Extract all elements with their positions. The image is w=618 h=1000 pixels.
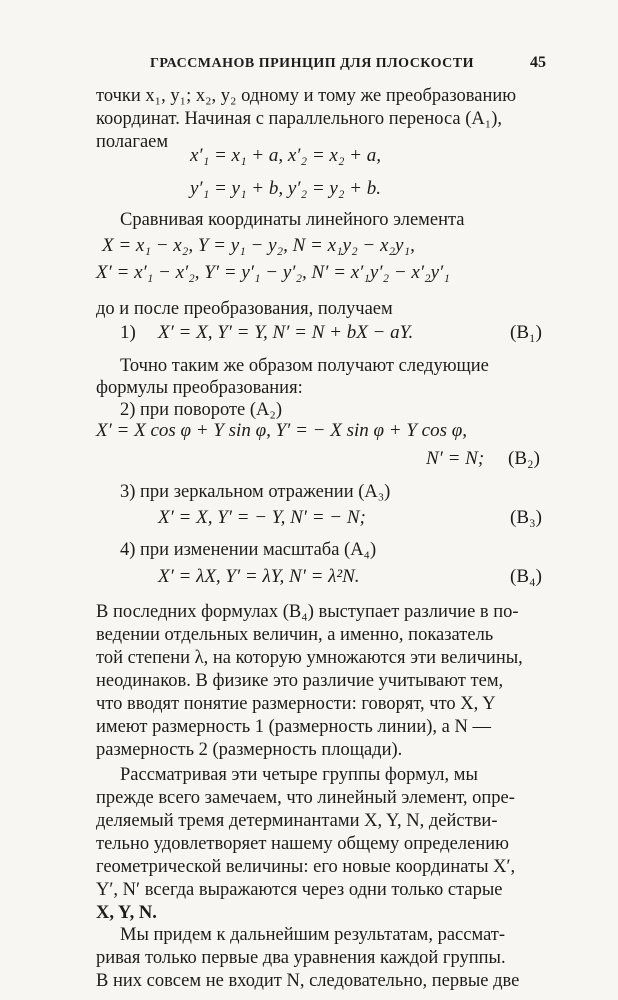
equation-tag: (B₂) xyxy=(508,448,540,469)
text-line: полагаем xyxy=(96,132,169,152)
text-line: Мы придем к дальнейшим результатам, рассмат- xyxy=(120,925,506,945)
text-line: размерность 2 (размерность площади). xyxy=(96,740,403,760)
text-line: прежде всего замечаем, что линейный элемент, опре- xyxy=(96,788,515,808)
text-line: ведении отдельных величин, а именно, показатель xyxy=(96,625,494,645)
text-line: В них совсем не входит N, следовательно, первые две xyxy=(96,971,520,991)
equation: X′ = x′₁ − x′₂, Y′ = y′₁ − y′₂, N′ = x′₁y′₂ − x′₂y′₁ xyxy=(96,262,450,283)
text-line: Y′, N′ всегда выражаются через одни только старые xyxy=(96,880,503,900)
text-line: 3) при зеркальном отражении (A₃) xyxy=(120,482,391,502)
text-line: Точно таким же образом получают следующие xyxy=(120,356,489,376)
text-line: 4) при изменении масштаба (A₄) xyxy=(120,540,377,560)
equation: y′₁ = y₁ + b, y′₂ = y₂ + b. xyxy=(190,178,382,199)
page-number: 45 xyxy=(530,54,546,71)
text-line: имеют размерность 1 (размерность линии), а N — xyxy=(96,717,491,737)
text-line: X, Y, N. xyxy=(96,903,157,923)
equation-tag: (B₁) xyxy=(510,322,542,343)
equation: X′ = X, Y′ = − Y, N′ = − N; xyxy=(158,507,366,528)
text-line: В последних формулах (B₄) выступает различие в по- xyxy=(96,602,519,622)
text-line: точки x₁, y₁; x₂, y₂ одному и тому же преобразованию xyxy=(96,86,517,106)
text-line: до и после преобразования, получаем xyxy=(96,299,393,319)
equation-tag: (B₄) xyxy=(510,566,542,587)
text-line: формулы преобразования: xyxy=(96,378,303,398)
running-header: ГРАССМАНОВ ПРИНЦИП ДЛЯ ПЛОСКОСТИ xyxy=(150,56,474,71)
text-line: той степени λ, на которую умножаются эти величины, xyxy=(96,648,523,668)
text-line: геометрической величины: его новые координаты X′, xyxy=(96,857,516,877)
equation: X′ = λX, Y′ = λY, N′ = λ²N. xyxy=(158,566,360,587)
text-line: тельно удовлетворяет нашему общему определению xyxy=(96,834,509,854)
equation-tag: (B₃) xyxy=(510,507,542,528)
equation-number: 1) xyxy=(120,322,136,343)
text-line: Рассматривая эти четыре группы формул, мы xyxy=(120,765,478,785)
equation: X = x₁ − x₂, Y = y₁ − y₂, N = x₁y₂ − x₂y₁, xyxy=(102,235,415,256)
text-line: координат. Начиная с параллельного переноса (A₁), xyxy=(96,109,503,129)
text-line: ривая только первые два уравнения каждой группы. xyxy=(96,948,506,968)
equation: x′₁ = x₁ + a, x′₂ = x₂ + a, xyxy=(190,145,382,166)
text-line: неодинаков. В физике это различие учитывают тем, xyxy=(96,671,504,691)
text-line: что вводят понятие размерности: говорят, что X, Y xyxy=(96,694,496,714)
equation: N′ = N; xyxy=(426,448,485,469)
text-line: деляемый тремя детерминантами X, Y, N, действи- xyxy=(96,811,498,831)
equation: X′ = X cos φ + Y sin φ, Y′ = − X sin φ + Y cos φ, xyxy=(96,420,467,441)
text-line: Сравнивая координаты линейного элемента xyxy=(120,210,465,230)
equation: X′ = X, Y′ = Y, N′ = N + bX − aY. xyxy=(158,322,414,343)
text-line: 2) при повороте (A₂) xyxy=(120,400,283,420)
